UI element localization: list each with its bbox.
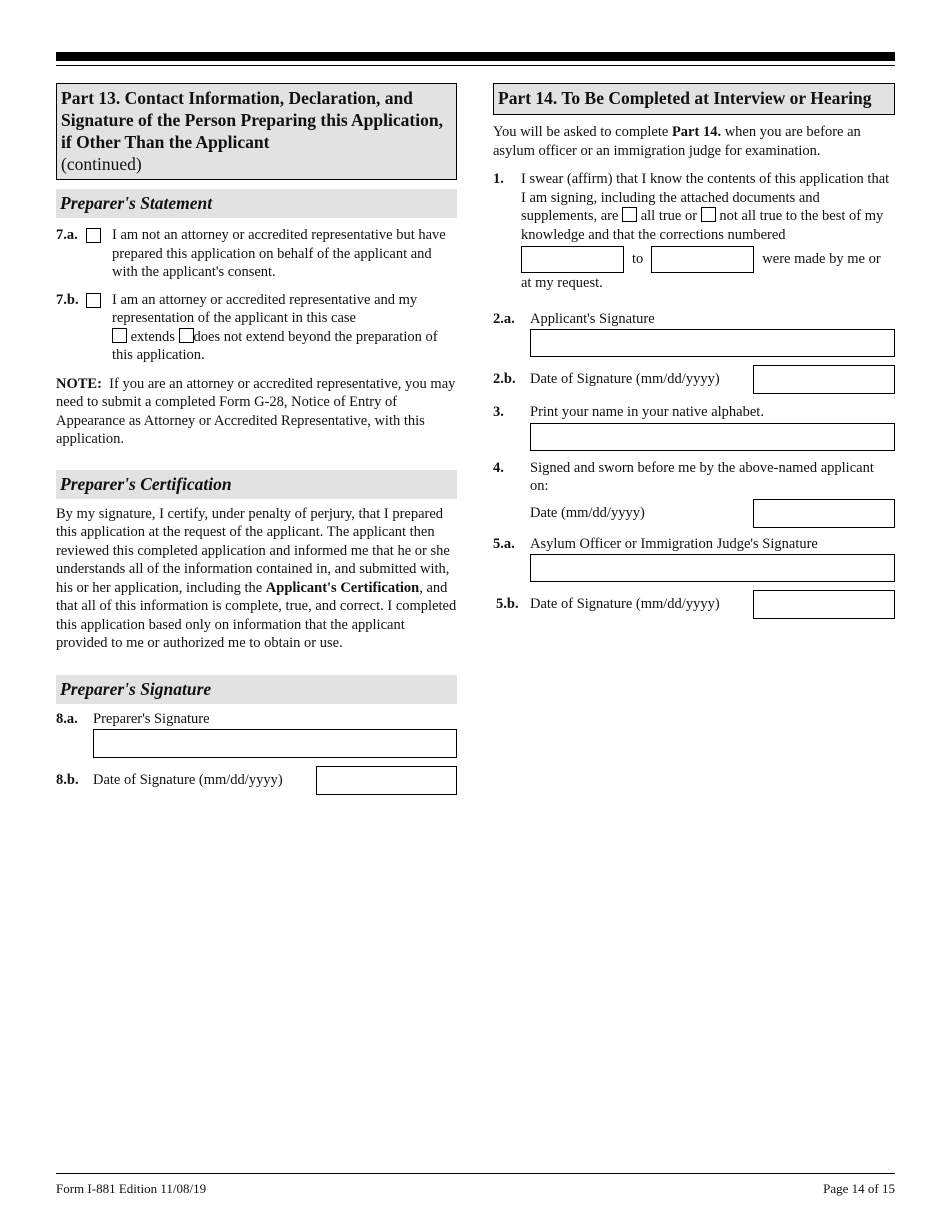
item-3 <box>493 403 895 422</box>
item-7a-text: I am not an attorney or accredited representative but have prepared this application on behalf of the applicant and with the applicant's consent. <box>112 227 446 280</box>
part14-intro <box>493 123 895 160</box>
item-1-not-all-true-label: not all true to the best of my knowledge and that the corrections numbered <box>521 208 884 243</box>
item-number: 5.a. <box>493 535 515 552</box>
certification-bold: Applicant's Certification <box>265 579 420 596</box>
item-7b-extends-label: extends <box>130 328 175 345</box>
item-5b <box>493 590 895 619</box>
item-4-date <box>493 499 895 528</box>
preparer-date-field[interactable] <box>316 766 457 795</box>
item-number: 7.a. <box>56 227 78 243</box>
checkbox-not-all-true[interactable] <box>701 207 716 222</box>
corrections-to-field[interactable] <box>651 246 754 273</box>
note-paragraph <box>56 375 457 449</box>
item-7b <box>56 291 457 365</box>
item-7b-not-extend-label: does not extend beyond the preparation of this application. <box>112 328 438 363</box>
item-1-text: I swear (affirm) that I know the contents of this application that I am signing, including the attached documents and supplements, are <box>521 171 890 224</box>
item-number: 4. <box>493 459 504 476</box>
part14-intro-2: when you are before an asylum officer or an immigration judge for examination. <box>493 124 861 159</box>
item-8a-label: Preparer's Signature <box>93 710 210 727</box>
footer-rule <box>56 1173 895 1174</box>
item-number: 2.b. <box>493 371 516 387</box>
item-number: 1. <box>493 171 504 187</box>
item-2b <box>493 365 895 394</box>
item-8b <box>56 766 457 795</box>
certification-text-2: , and that all of this information is complete, true, and correct. I completed this application based only on information that the applicant provided to me or authorized me to obtain or use. <box>56 579 457 651</box>
item-number: 2.a. <box>493 310 515 327</box>
item-7b-text: I am an attorney or accredited representative and my representation of the applicant in this case <box>112 291 418 326</box>
top-rule-thick <box>56 52 895 61</box>
corrections-end-text-1: were made by me or <box>762 251 881 268</box>
part14-title-box <box>493 83 895 115</box>
item-1 <box>493 170 895 244</box>
checkbox-7b-extends[interactable] <box>112 328 127 343</box>
item-number: 3. <box>493 404 504 420</box>
preparers-statement-heading: Preparer's Statement <box>56 189 457 218</box>
preparer-signature-field[interactable] <box>93 729 457 758</box>
part14-intro-bold: Part 14. <box>671 124 722 140</box>
item-2b-label: Date of Signature (mm/dd/yyyy) <box>530 371 720 387</box>
item-5a-label: Asylum Officer or Immigration Judge's Signature <box>530 535 818 552</box>
item-number: 5.b. <box>496 596 519 612</box>
corrections-row <box>521 246 895 273</box>
corrections-to-label: to <box>632 251 644 268</box>
preparers-signature-heading: Preparer's Signature <box>56 675 457 704</box>
item-number: 7.b. <box>56 291 79 308</box>
checkbox-7b-does-not-extend[interactable] <box>179 328 194 343</box>
checkbox-all-true[interactable] <box>622 207 637 222</box>
applicant-date-field[interactable] <box>753 365 895 394</box>
certification-paragraph <box>56 505 457 653</box>
item-8b-label: Date of Signature (mm/dd/yyyy) <box>93 772 283 788</box>
applicant-signature-field[interactable] <box>530 329 895 357</box>
sworn-date-field[interactable] <box>753 499 895 528</box>
footer-form-edition: Form I-881 Edition 11/08/19 <box>56 1181 207 1196</box>
part14-title: Part 14. To Be Completed at Interview or Hearing <box>498 88 872 108</box>
certification-text-1: By my signature, I certify, under penalty of perjury, that I prepared this application at the request of the applicant. The applicant then reviewed this completed application and informed me that he or she understands all of the information contained in, and submitted with, his or her application, including the <box>56 505 450 596</box>
note-label: NOTE: <box>56 375 102 392</box>
item-3-label: Print your name in your native alphabet. <box>530 404 764 420</box>
top-rule-thin <box>56 65 895 66</box>
item-number: 8.b. <box>56 772 79 788</box>
corrections-end-text-2: at my request. <box>521 275 603 291</box>
part13-continued: (continued) <box>61 154 142 174</box>
item-2a <box>493 310 895 329</box>
part14-column <box>493 83 895 619</box>
part13-title-box <box>56 83 457 180</box>
checkbox-7a-not-attorney[interactable] <box>86 228 101 243</box>
item-7a <box>56 226 457 282</box>
item-5b-label: Date of Signature (mm/dd/yyyy) <box>530 596 720 612</box>
part13-column <box>56 83 457 795</box>
item-1-all-true-label: all true or <box>640 208 698 224</box>
preparers-certification-heading: Preparer's Certification <box>56 470 457 499</box>
part14-intro-1: You will be asked to complete <box>493 124 669 140</box>
note-text: If you are an attorney or accredited representative, you may need to submit a completed Form G-28, Notice of Entry of Appearance as Attorney or Accredited Representative, with this application. <box>56 375 456 447</box>
corrections-from-field[interactable] <box>521 246 624 273</box>
item-4 <box>493 459 895 496</box>
item-2a-label: Applicant's Signature <box>530 310 655 327</box>
native-name-field[interactable] <box>530 423 895 451</box>
footer-page-number: Page 14 of 15 <box>823 1181 895 1196</box>
checkbox-7b-attorney[interactable] <box>86 293 101 308</box>
item-8a <box>56 710 457 729</box>
item-4-label: Signed and sworn before me by the above-named applicant on: <box>530 459 874 494</box>
officer-signature-field[interactable] <box>530 554 895 582</box>
item-4-date-label: Date (mm/dd/yyyy) <box>530 504 645 521</box>
part13-title: Part 13. Contact Information, Declaration, and Signature of the Person Preparing this Application, if Other Than the Applicant <box>61 88 443 152</box>
item-5a <box>493 535 895 554</box>
officer-date-field[interactable] <box>753 590 895 619</box>
item-number: 8.a. <box>56 710 78 727</box>
